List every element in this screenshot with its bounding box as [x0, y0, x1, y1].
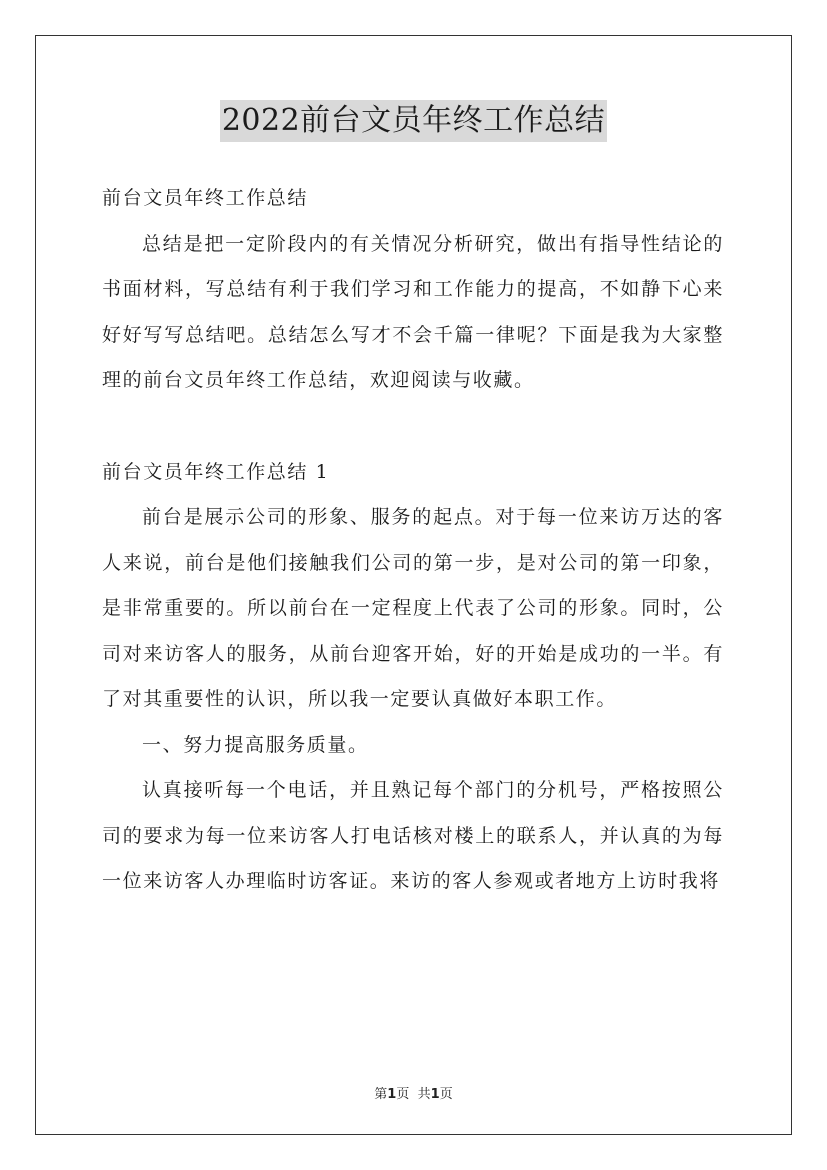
footer-page-suffix: 页: [396, 1087, 410, 1102]
document-title: 2022前台文员年终工作总结: [220, 100, 607, 142]
body-paragraph: 一、努力提高服务质量。: [142, 733, 369, 756]
page-footer: [0, 1083, 827, 1102]
footer-page-number: 1: [387, 1087, 397, 1102]
body-paragraph: 总结是把一定阶段内的有关情况分析研究，做出有指导性结论的书面材料，写总结有利于我们学习和工作能力的提高，不如静下心来好好写写总结吧。总结怎么写才不会千篇一律呢？下面是我为大家整理的前台文员年终工作总结，欢迎阅读与收藏。: [102, 232, 724, 391]
document-body: [102, 176, 724, 905]
footer-total-prefix: 共: [417, 1087, 431, 1102]
section-heading: 前台文员年终工作总结 1: [102, 460, 330, 483]
body-paragraph: 认真接听每一个电话，并且熟记每个部门的分机号，严格按照公司的要求为每一位来访客人打电话核对楼上的联系人，并认真的为每一位来访客人办理临时访客证。来访的客人参观或者地方上访时我将: [102, 779, 724, 892]
title-container: [0, 100, 827, 142]
body-paragraph: 前台是展示公司的形象、服务的起点。对于每一位来访万达的客人来说，前台是他们接触我们公司的第一步，是对公司的第一印象，是非常重要的。所以前台在一定程度上代表了公司的形象。同时，公司对来访客人的服务，从前台迎客开始，好的开始是成功的一半。有了对其重要性的认识，所以我一定要认真做好本职工作。: [102, 506, 724, 710]
section-heading: 前台文员年终工作总结: [102, 187, 309, 209]
footer-page-prefix: 第: [374, 1087, 388, 1102]
footer-total-suffix: 页: [439, 1087, 453, 1102]
footer-total-number: 1: [430, 1087, 440, 1102]
